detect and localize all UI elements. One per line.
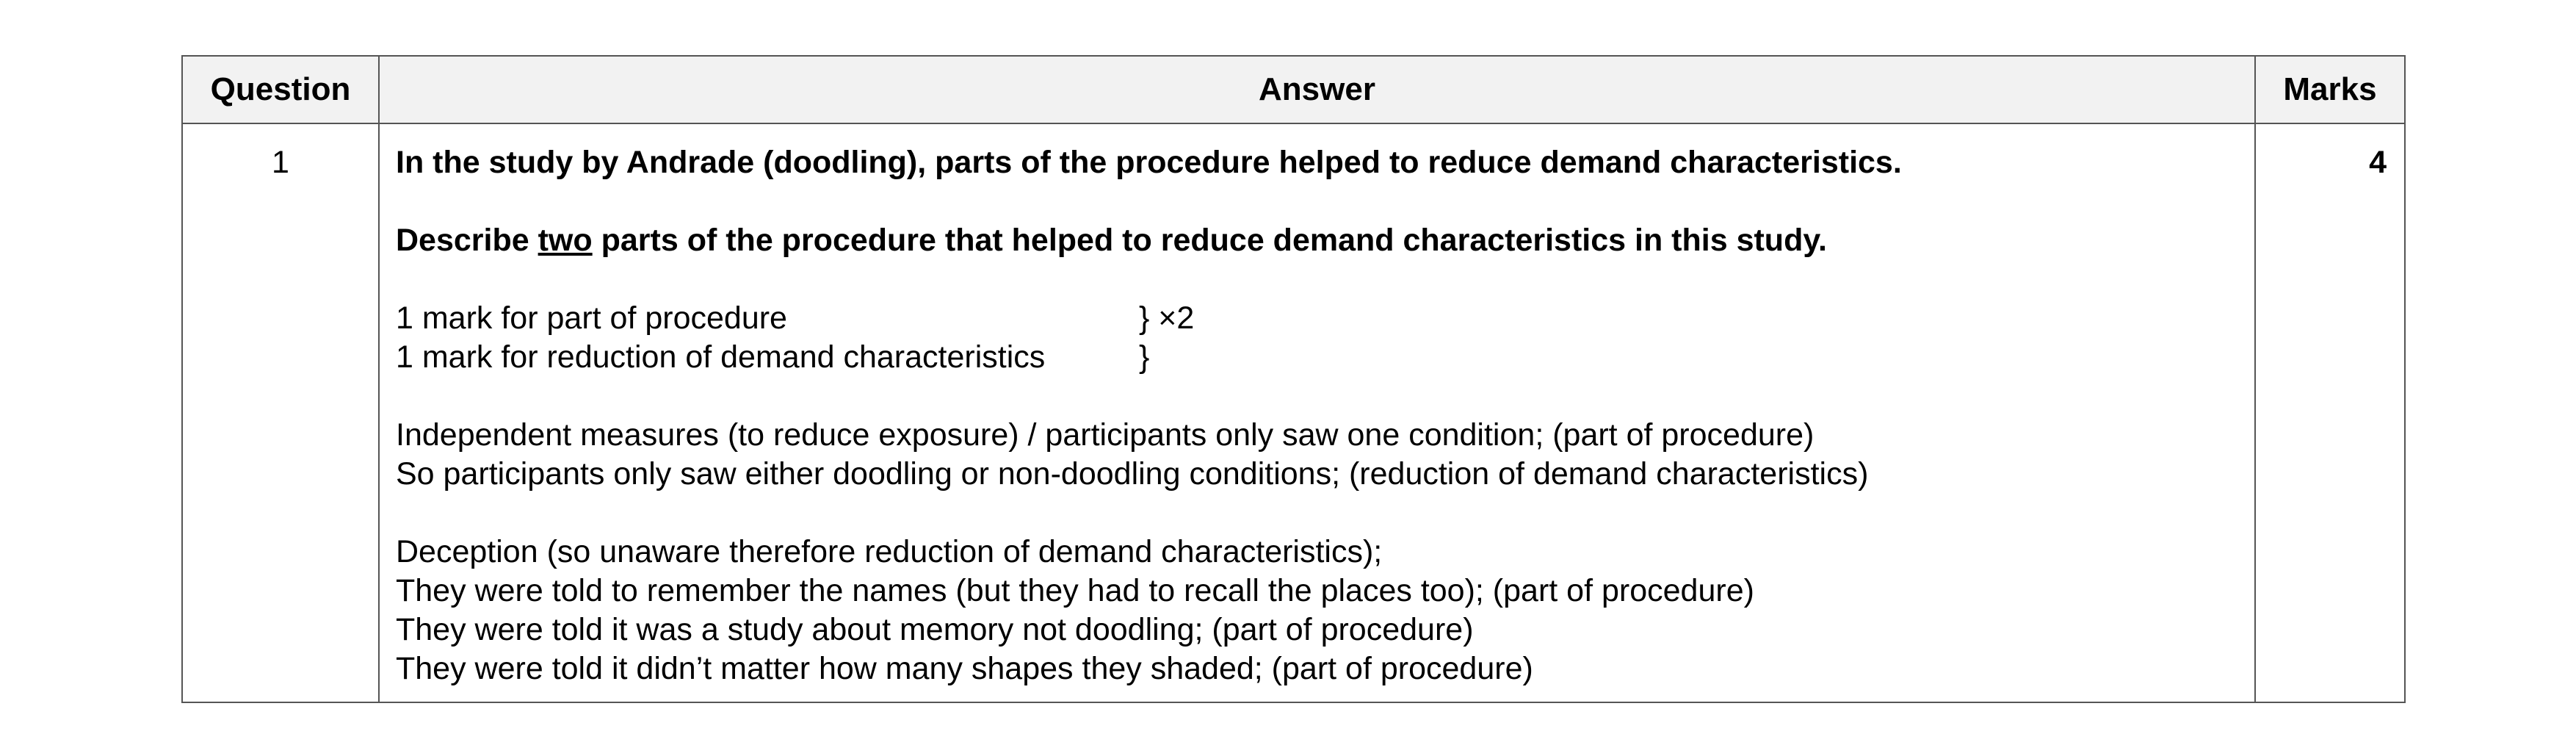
answer-cell	[379, 123, 2255, 702]
answer-point: Deception (so unaware therefore reduction of demand characteristics);	[396, 534, 1383, 569]
mark-scheme-text: 1 mark for reduction of demand characteristics	[396, 339, 1046, 375]
mark-scheme-line	[396, 299, 2254, 338]
question-header: Question	[182, 56, 379, 123]
header-row	[182, 56, 2405, 123]
task-text-before: Describe	[396, 223, 538, 258]
question-number: 1	[182, 123, 379, 702]
mark-scheme-text: 1 mark for part of procedure	[396, 300, 787, 336]
task-emphasis: two	[538, 223, 593, 258]
mark-scheme-brace: } ×2	[1139, 300, 1195, 336]
question-stem: In the study by Andrade (doodling), parts of the procedure helped to reduce demand characteristics.	[396, 145, 1902, 180]
marks-value: 4	[2255, 123, 2405, 702]
answer-point: They were told to remember the names (but they had to recall the places too); (part of procedure)	[396, 573, 1754, 608]
answer-point: Independent measures (to reduce exposure) / participants only saw one condition; (part of procedure)	[396, 417, 1815, 453]
question-task	[396, 221, 2254, 260]
task-text-after: parts of the procedure that helped to reduce demand characteristics in this study.	[592, 223, 1828, 258]
table-row	[182, 123, 2405, 702]
mark-scheme-line	[396, 338, 2254, 377]
mark-scheme-brace: }	[1139, 339, 1150, 375]
answer-header: Answer	[379, 56, 2255, 123]
answer-point: So participants only saw either doodling or non-doodling conditions; (reduction of demand characteristics)	[396, 456, 1869, 492]
marks-header: Marks	[2255, 56, 2405, 123]
mark-scheme-table	[181, 55, 2406, 703]
answer-point: They were told it didn’t matter how many shapes they shaded; (part of procedure)	[396, 651, 1533, 686]
answer-point: They were told it was a study about memory not doodling; (part of procedure)	[396, 612, 1474, 647]
